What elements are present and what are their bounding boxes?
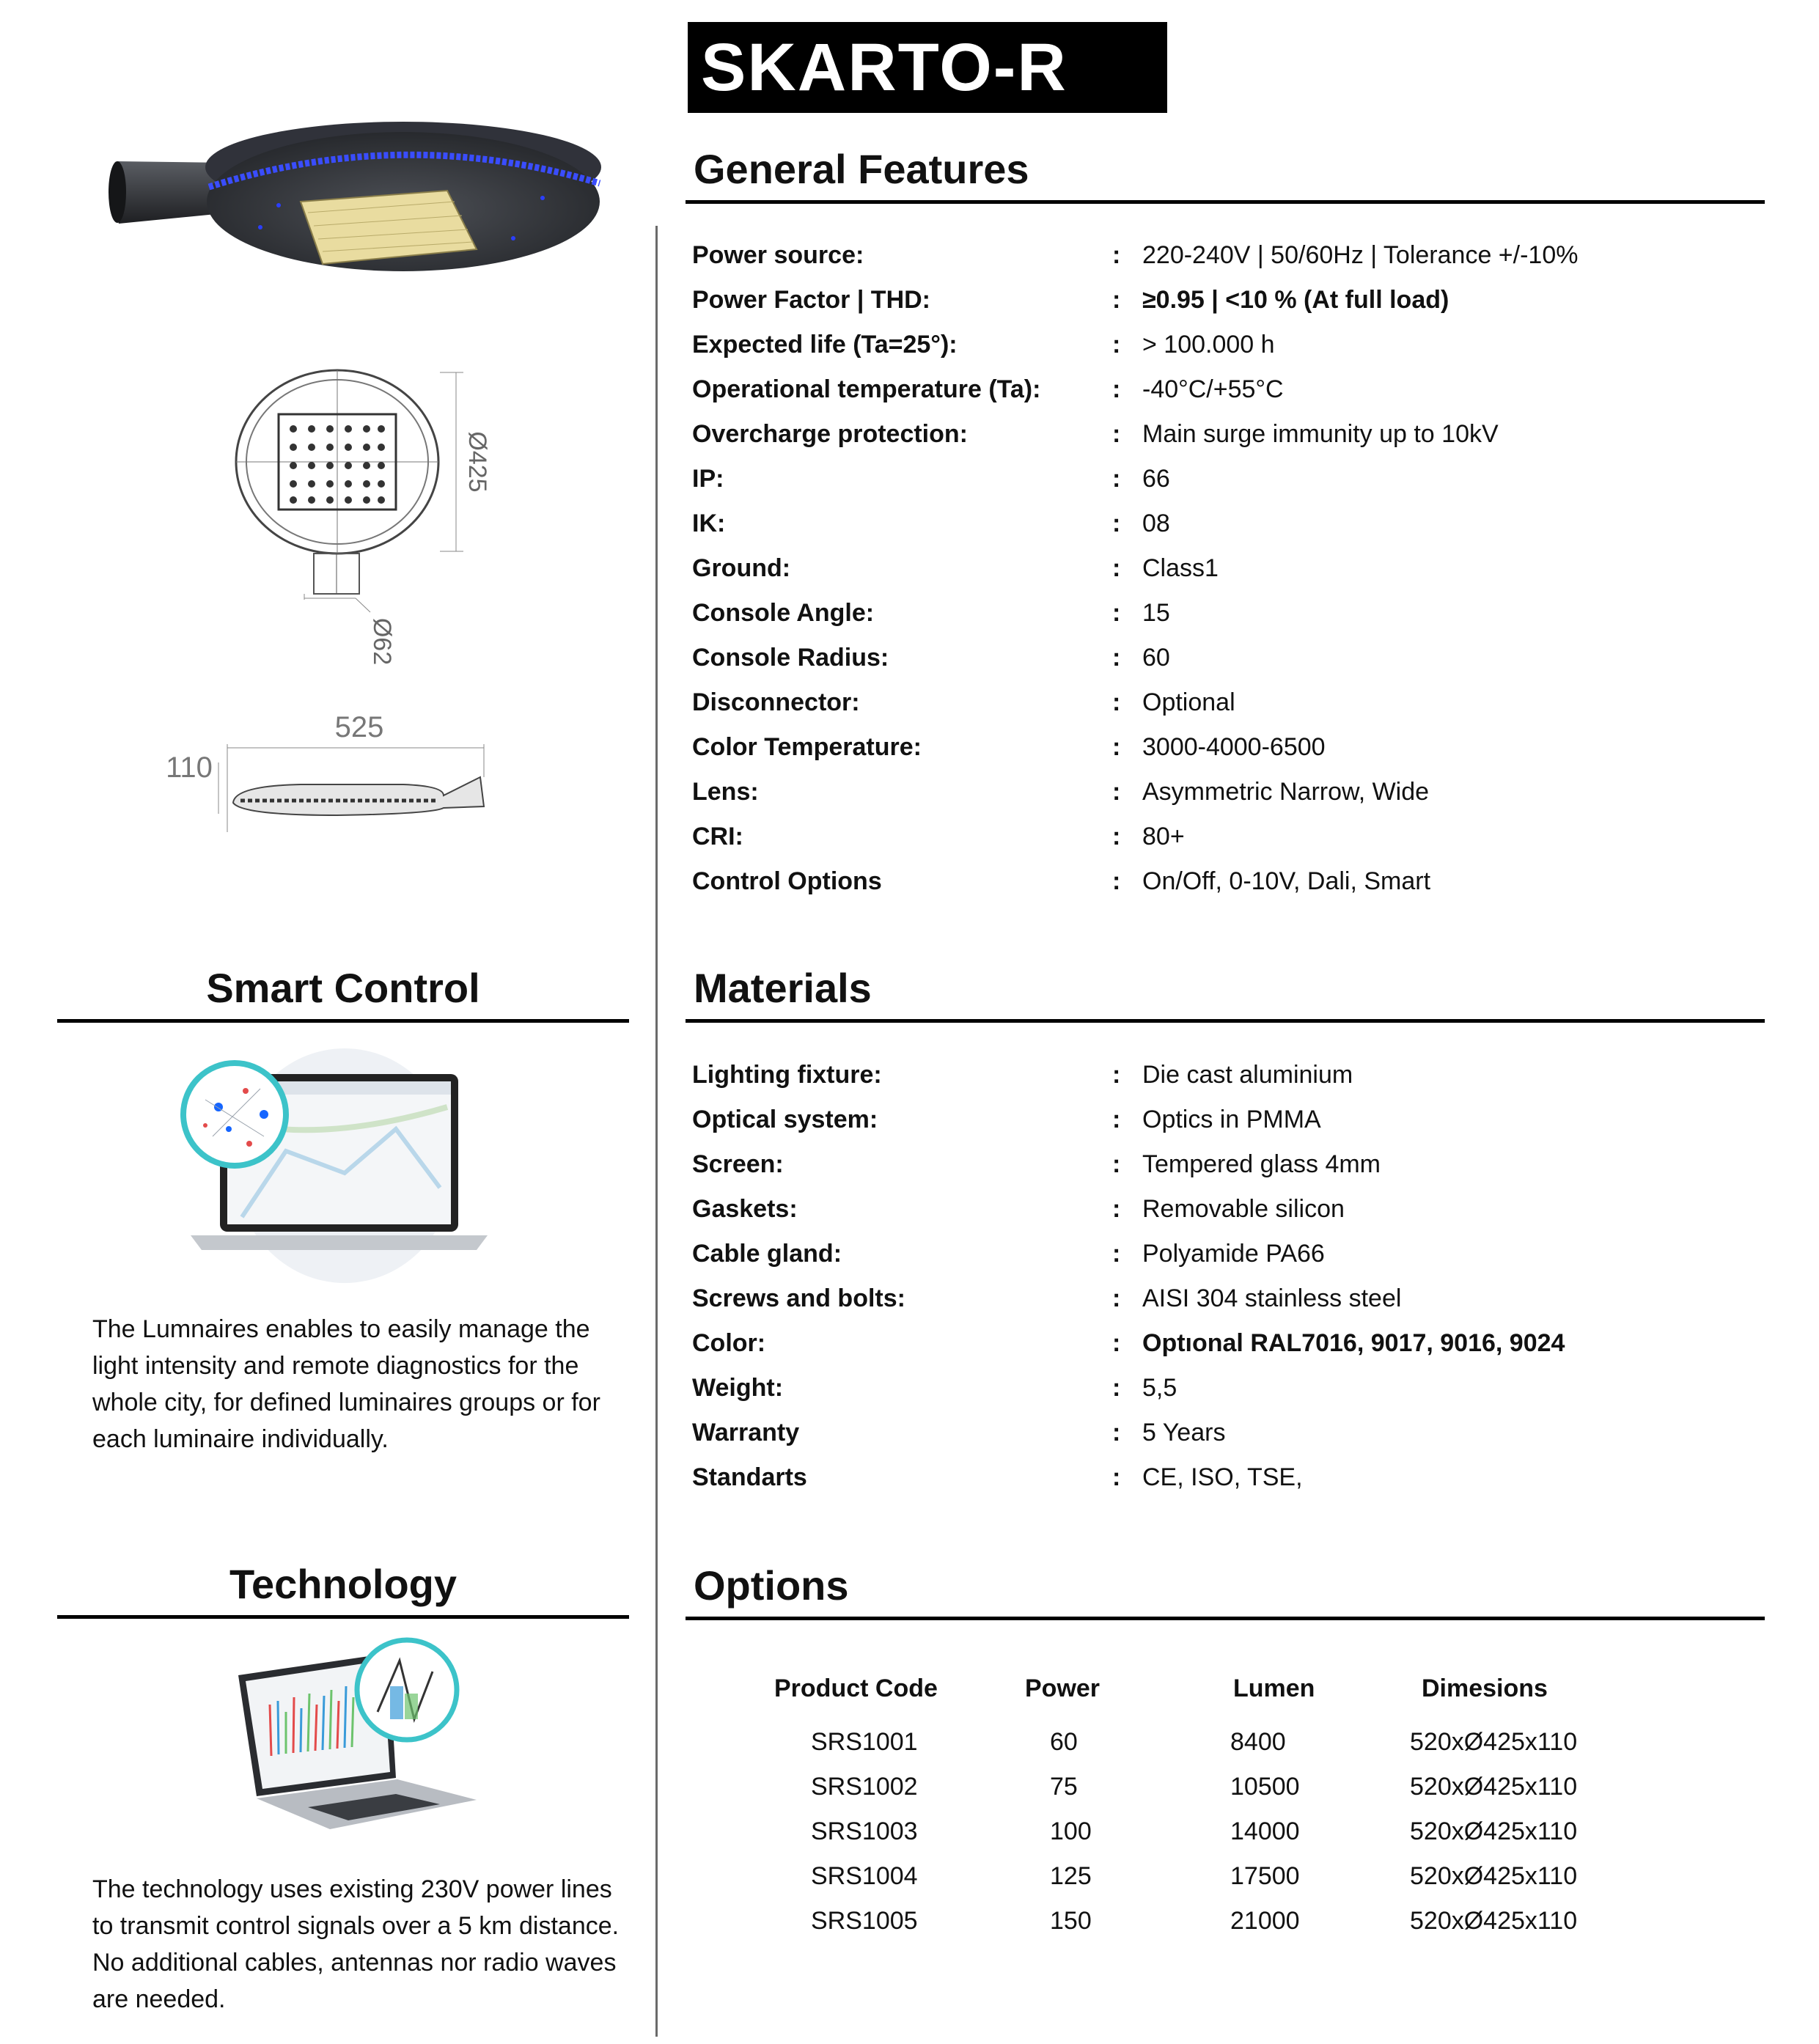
spec-separator: : [1112,420,1121,448]
table-cell-code: SRS1003 [811,1817,918,1845]
spec-label: Control Options [692,867,882,895]
spec-label: Weight: [692,1374,784,1402]
spec-separator: : [1112,465,1121,493]
spec-label: Expected life (Ta=25°): [692,331,958,359]
table-cell-power: 125 [1050,1862,1092,1890]
spec-value: 15 [1142,599,1170,627]
pole-diameter-label: Ø62 [368,617,396,666]
spec-value: Main surge immunity up to 10kV [1142,420,1499,448]
spec-row-ip [692,458,1777,499]
spec-row-cable-gland [692,1233,1777,1274]
spec-separator: : [1112,1374,1121,1402]
spec-row-console-angle [692,592,1777,633]
spec-label: Screws and bolts: [692,1284,905,1312]
spec-row-console-radius [692,637,1777,678]
smart-control-description: The Lumnaires enables to easily manage the light intensity and remote diagnostics for the whole city, for defined luminaires groups or for each luminaire individually. [92,1315,600,1453]
spec-label: Console Radius: [692,644,889,672]
spec-row-operational-temperature [692,369,1777,410]
spec-row-color-temperature [692,727,1777,768]
spec-label: Lens: [692,778,759,806]
top-view-drawing [227,367,506,674]
length-label: 525 [334,711,384,743]
spec-label: Ground: [692,554,791,582]
smart-control-laptop-image [176,1041,499,1290]
materials-rule [686,1019,1765,1023]
spec-row-control-options [692,861,1777,902]
table-cell-dimensions: 520xØ425x110 [1410,1773,1578,1801]
spec-row-weight [692,1367,1777,1408]
column-divider [655,226,658,2037]
spec-label: IP: [692,465,724,493]
spec-separator: : [1112,599,1121,627]
spec-row-screen [692,1144,1777,1185]
spec-value: AISI 304 stainless steel [1142,1284,1402,1312]
spec-label: Console Angle: [692,599,875,627]
spec-row-overcharge-protection [692,413,1777,455]
spec-row-gaskets [692,1188,1777,1229]
spec-label: CRI: [692,823,743,850]
spec-separator: : [1112,1419,1121,1446]
spec-label: IK: [692,510,726,537]
technology-laptop-image [227,1631,491,1844]
table-cell-lumen: 8400 [1230,1728,1286,1756]
spec-value: Optics in PMMA [1142,1106,1321,1133]
spec-value: Tempered glass 4mm [1142,1150,1381,1178]
spec-separator: : [1112,1284,1121,1312]
spec-separator: : [1112,241,1121,269]
table-cell-power: 100 [1050,1817,1092,1845]
spec-separator: : [1112,688,1121,716]
table-cell-lumen: 10500 [1230,1773,1300,1801]
spec-label: Power source: [692,241,864,269]
spec-row-screws-bolts [692,1278,1777,1319]
table-cell-lumen: 14000 [1230,1817,1300,1845]
technology-description: The technology uses existing 230V power lines to transmit control signals over a 5 km distance. No additional cables, antennas nor radio waves are needed. [92,1875,620,2013]
spec-separator: : [1112,1329,1121,1357]
spec-value: 80+ [1142,823,1185,850]
technology-rule [57,1615,629,1619]
table-cell-power: 150 [1050,1907,1092,1935]
spec-row-ground [692,548,1777,589]
spec-value: Class1 [1142,554,1219,582]
table-cell-dimensions: 520xØ425x110 [1410,1817,1578,1845]
table-header-product-code: Product Code [774,1674,938,1702]
spec-separator: : [1112,1195,1121,1223]
spec-row-disconnector [692,682,1777,723]
table-cell-dimensions: 520xØ425x110 [1410,1728,1578,1756]
spec-separator: : [1112,644,1121,672]
spec-row-power-factor [692,279,1777,320]
table-header-power: Power [1025,1674,1100,1702]
spec-separator: : [1112,1240,1121,1268]
spec-label: Power Factor | THD: [692,286,930,314]
spec-row-standarts [692,1457,1777,1498]
table-cell-power: 60 [1050,1728,1078,1756]
spec-label: Color: [692,1329,766,1357]
spec-row-expected-life [692,324,1777,365]
spec-row-power-source [692,235,1777,276]
spec-separator: : [1112,1106,1121,1133]
spec-row-lens [692,771,1777,812]
spec-row-cri [692,816,1777,857]
spec-value: ≥0.95 | <10 % (At full load) [1142,286,1449,314]
table-cell-code: SRS1001 [811,1728,918,1756]
spec-separator: : [1112,375,1121,403]
spec-value: 08 [1142,510,1170,537]
spec-value: Asymmetric Narrow, Wide [1142,778,1430,806]
options-rule [686,1617,1765,1620]
table-cell-code: SRS1005 [811,1907,918,1935]
product-title: SKARTO-R [688,22,1167,113]
spec-separator: : [1112,1061,1121,1089]
spec-value: 220-240V | 50/60Hz | Tolerance +/-10% [1142,241,1579,269]
spec-row-color [692,1323,1777,1364]
table-cell-code: SRS1002 [811,1773,918,1801]
spec-label: Overcharge protection: [692,420,968,448]
spec-value: 66 [1142,465,1170,493]
spec-label: Screen: [692,1150,784,1178]
table-cell-dimensions: 520xØ425x110 [1410,1907,1578,1935]
spec-value: Polyamide PA66 [1142,1240,1325,1268]
technology-heading: Technology [229,1561,457,1607]
spec-row-lighting-fixture [692,1054,1777,1095]
spec-separator: : [1112,1150,1121,1178]
spec-separator: : [1112,778,1121,806]
options-heading: Options [694,1562,849,1609]
spec-separator: : [1112,510,1121,537]
spec-value: On/Off, 0-10V, Dali, Smart [1142,867,1431,895]
spec-label: Warranty [692,1419,800,1446]
luminaire-photo [103,110,616,279]
spec-separator: : [1112,823,1121,850]
height-label: 110 [166,751,213,784]
spec-value: -40°C/+55°C [1142,375,1284,403]
spec-separator: : [1112,286,1121,314]
body-diameter-label: Ø425 [463,431,491,493]
materials-heading: Materials [694,965,872,1011]
table-header-lumen: Lumen [1233,1674,1315,1702]
spec-separator: : [1112,331,1121,359]
spec-separator: : [1112,554,1121,582]
spec-label: Optical system: [692,1106,878,1133]
spec-label: Lighting fixture: [692,1061,882,1089]
spec-row-ik [692,503,1777,544]
spec-separator: : [1112,1463,1121,1491]
side-view-drawing [154,704,506,843]
spec-value: 60 [1142,644,1170,672]
spec-separator: : [1112,867,1121,895]
spec-label: Color Temperature: [692,733,922,761]
spec-value: 3000-4000-6500 [1142,733,1326,761]
spec-label: Disconnector: [692,688,860,716]
spec-value: Die cast aluminium [1142,1061,1353,1089]
spec-value: 5,5 [1142,1374,1177,1402]
spec-separator: : [1112,733,1121,761]
smart-control-heading: Smart Control [206,965,480,1011]
general-features-heading: General Features [694,146,1029,192]
spec-value: Optional [1142,688,1235,716]
table-cell-dimensions: 520xØ425x110 [1410,1862,1578,1890]
smart-control-rule [57,1019,629,1023]
table-cell-lumen: 21000 [1230,1907,1300,1935]
spec-value: CE, ISO, TSE, [1142,1463,1303,1491]
spec-value: > 100.000 h [1142,331,1275,359]
spec-label: Gaskets: [692,1195,798,1223]
spec-row-warranty [692,1412,1777,1453]
spec-value: Optıonal RAL7016, 9017, 9016, 9024 [1142,1329,1565,1357]
table-cell-lumen: 17500 [1230,1862,1300,1890]
spec-label: Operational temperature (Ta): [692,375,1041,403]
general-features-rule [686,200,1765,204]
spec-row-optical-system [692,1099,1777,1140]
table-cell-code: SRS1004 [811,1862,918,1890]
table-cell-power: 75 [1050,1773,1078,1801]
spec-value: 5 Years [1142,1419,1226,1446]
spec-value: Removable silicon [1142,1195,1345,1223]
spec-label: Standarts [692,1463,807,1491]
table-header-dimensions: Dimesions [1422,1674,1548,1702]
spec-label: Cable gland: [692,1240,842,1268]
